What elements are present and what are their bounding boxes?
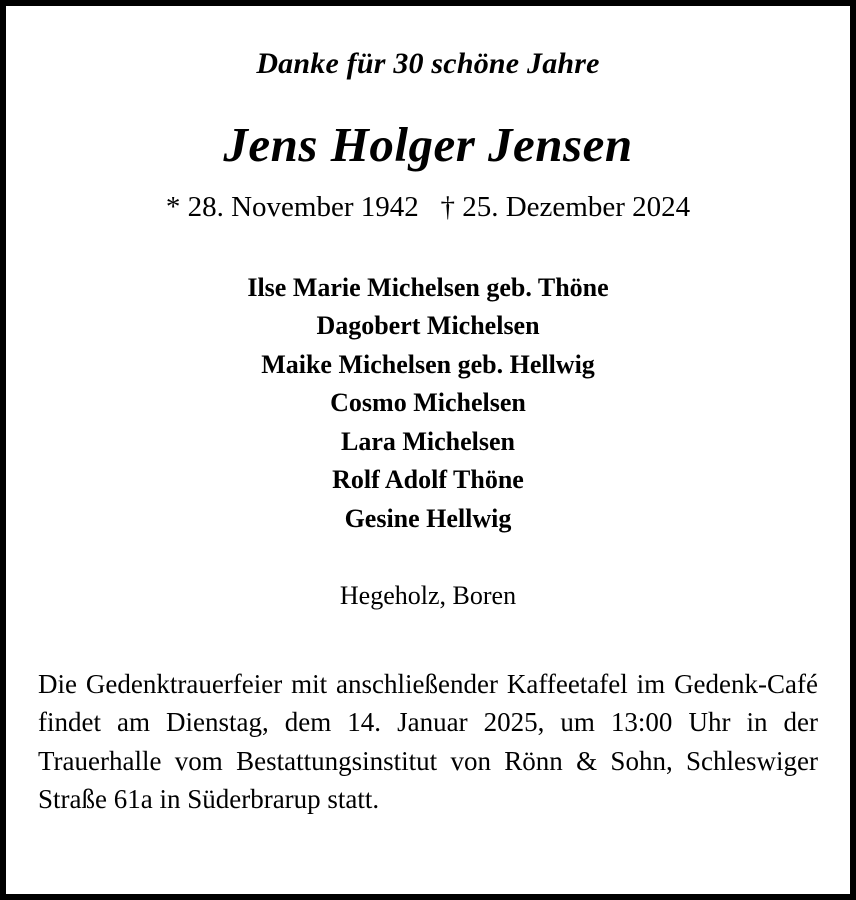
deceased-name: Jens Holger Jensen	[223, 117, 633, 172]
mourner-name: Gesine Hellwig	[344, 503, 512, 533]
mourner-name: Maike Michelsen geb. Hellwig	[261, 349, 595, 379]
mourner-name: Dagobert Michelsen	[316, 311, 540, 341]
place-line: Hegeholz, Boren	[339, 580, 517, 610]
mourner-name: Ilse Marie Michelsen geb. Thöne	[247, 272, 609, 302]
life-dates: * 28. November 1942 † 25. Dezember 2024	[165, 190, 691, 223]
mourner-name: Lara Michelsen	[340, 426, 516, 456]
mourner-name: Cosmo Michelsen	[330, 388, 526, 418]
ceremony-details: Die Gedenktrauerfeier mit anschließender Kaffeetafel im Gedenk-Café findet am Dienstag, dem 14. Januar 2025, um 13:00 Uhr in der Trauerhalle vom Bestattungsinstitut von Rönn & Sohn, Schleswiger Straße 61a in Süderbrarup statt.	[38, 669, 818, 815]
notice-headline: Danke für 30 schöne Jahre	[256, 47, 600, 80]
mourners-list	[36, 269, 820, 538]
mourner-name: Rolf Adolf Thöne	[332, 465, 524, 495]
